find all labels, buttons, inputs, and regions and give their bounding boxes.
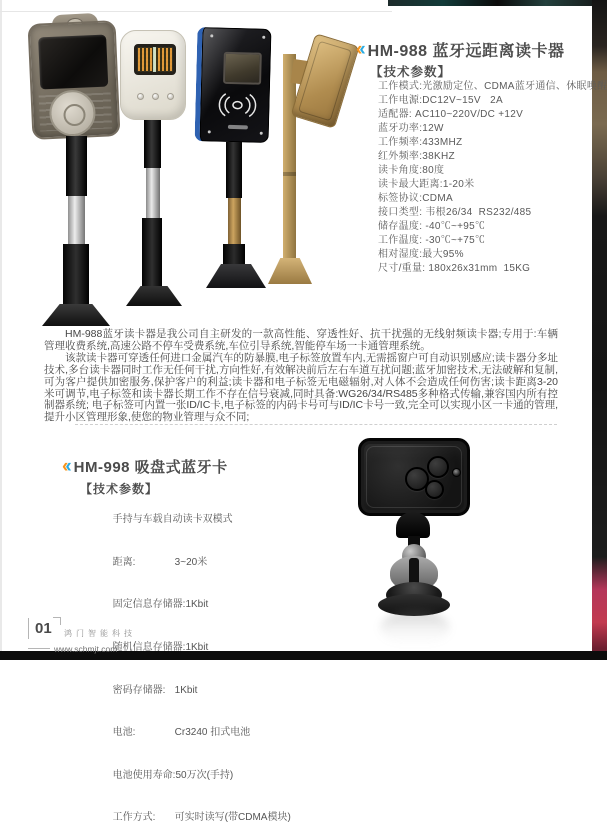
hm988-tech-params-heading: 【技术参数】 — [370, 65, 452, 79]
spec-line: 工作频率:433MHZ — [378, 137, 463, 148]
description-paragraph-1: HM-988蓝牙读卡器是我公司自主研发的一款高性能、穿透性好、抗干扰强的无线射频读卡器;专用于:车辆管理收费系统,高速公路不停车受费系统,车位引导系统,智能停车场一卡通管理系统。 — [44, 328, 558, 352]
description-paragraph-2: 该款读卡器可穿透任何进口金属汽车的防暴膜,电子标签放置车内,无需摇窗户可自动识别感应;读卡器分多址技术,多台读卡器同时工作无任何干扰,方向性好,有效解决前后左右车道互扰问题;蓝牙加密技术,无法破解和复制,可为客户提供加密服务,保护客户的利益;读卡器和电子标签无电磁辐射,对人体不会造成任何伤害;读卡距离3-20米可调节,电子标签和读卡器长期工作不存在信号衰减,同时具备:WG26/34/RS485多种格式传输,兼容国内所有控制器系统; 电子标签可内置一张ID/IC卡,电子标签的内码卡号可与ID/IC卡号一致,完全可以实现小区一卡通的管理,提升小区管理形象,使您的物业管理与众不同; — [44, 351, 558, 424]
spec-label: 密码存储器: — [112, 684, 166, 696]
website-row — [28, 644, 117, 654]
hm988-spec-list — [378, 80, 607, 276]
dashed-divider — [75, 424, 557, 425]
device-pole-chrome — [146, 168, 160, 220]
device-pole — [144, 120, 161, 168]
scan-artifact-top — [388, 0, 607, 6]
screw-dot — [262, 36, 265, 39]
reader-device-gold-tilted — [266, 34, 366, 324]
spec-row — [96, 712, 291, 755]
chevron-left-icon: ‹ — [356, 39, 360, 60]
spec-label: 手持与车载自动读卡双模式 — [112, 514, 233, 526]
spec-line: 尺寸/重量: 180x26x31mm 15KG — [378, 263, 531, 274]
spec-label: 距离: — [112, 556, 136, 568]
device-pole — [66, 136, 87, 196]
spec-row — [96, 499, 291, 542]
spec-row — [96, 542, 291, 585]
spec-row — [96, 669, 291, 712]
device-base — [42, 304, 110, 326]
product-gallery — [0, 0, 363, 330]
spec-line: 红外频率:38KHZ — [378, 151, 455, 162]
reader-device-gray-pole — [28, 14, 128, 320]
spec-line: 接口类型: 韦根26/34 RS232/485 — [378, 207, 532, 218]
reader-device-white-display — [118, 28, 192, 320]
hm998-product-title: HM-998 吸盘式蓝牙卡 — [73, 459, 228, 476]
device-pole-lower — [63, 244, 89, 306]
hm998-spec-list — [96, 499, 291, 840]
hm988-title-row — [356, 38, 565, 61]
card-led-dot — [452, 468, 461, 477]
device-pole — [283, 54, 296, 260]
device-button-dot — [167, 93, 174, 100]
spec-line: 相对湿度:最大95% — [378, 249, 464, 260]
page-footer — [28, 618, 248, 654]
spec-value: 50万次(手持) — [175, 769, 234, 781]
spec-value: 1Kbit — [174, 684, 198, 696]
hm998-title-row — [62, 456, 228, 477]
spec-value: 3~20米 — [174, 556, 208, 568]
device-pole-chrome — [68, 196, 85, 246]
screw-dot — [208, 130, 211, 133]
device-head — [290, 33, 359, 129]
screw-dot — [210, 34, 213, 37]
spec-line: 读卡角度:80度 — [378, 165, 445, 176]
device-pole-lower — [223, 244, 245, 266]
spec-line: 工作温度: -30℃~+75℃ — [378, 235, 486, 246]
chevron-left-icon: ‹ — [62, 456, 66, 477]
spec-line: 标签协议:CDMA — [378, 193, 453, 204]
device-head — [28, 20, 121, 140]
device-base — [126, 286, 182, 306]
spec-line: 储存温度: -40℃~+95℃ — [378, 221, 486, 232]
spec-label: 随机信息存储器: — [112, 642, 186, 654]
card-button — [425, 480, 444, 499]
spec-label: 电池: — [112, 727, 136, 739]
spec-row — [96, 797, 291, 840]
device-head — [195, 27, 272, 143]
spec-label: 工作方式: — [112, 812, 156, 824]
spec-line: 工作模式:光激励定位、CDMA蓝牙通信、休眠唤醒 — [378, 81, 607, 92]
rfid-waves-icon — [211, 91, 264, 118]
screw-dot — [260, 132, 263, 135]
spec-label: 电池使用寿命: — [112, 769, 176, 781]
hm988-product-title: HM-988 蓝牙远距离读卡器 — [367, 43, 565, 60]
device-screen — [223, 52, 262, 85]
hm998-product-photo — [350, 432, 510, 652]
chevron-left-icon: ‹ — [359, 39, 363, 60]
device-button-dot — [137, 93, 144, 100]
chevron-left-icon: ‹ — [65, 456, 69, 477]
photo-reflection — [380, 610, 450, 646]
device-head — [120, 30, 186, 120]
spec-line: 蓝牙功率:12W — [378, 123, 444, 134]
device-logo-mark — [228, 125, 248, 130]
spec-line: 读卡最大距离:1-20米 — [378, 179, 475, 190]
footer-dash-line — [28, 648, 50, 649]
device-pole — [226, 142, 242, 198]
spec-value: Cr3240 扣式电池 — [174, 727, 251, 739]
spec-line: 适配器: AC110~220V/DC +12V — [378, 109, 524, 120]
spec-value: 1Kbit — [185, 599, 209, 611]
spec-value: 1Kbit — [185, 642, 209, 654]
hm988-description — [44, 329, 558, 424]
spec-label: 固定信息存储器: — [112, 599, 186, 611]
company-name: 鸿门智能科技 — [64, 629, 136, 638]
spec-row — [96, 755, 291, 798]
card-button — [427, 456, 449, 478]
device-pole-lower — [142, 218, 162, 288]
hm998-tech-params-heading: 【技术参数】 — [80, 482, 159, 496]
device-button-dot — [152, 93, 159, 100]
spec-line: 工作电源:DC12V~15V 2A — [378, 95, 503, 106]
device-pole-brass — [228, 198, 241, 246]
device-base — [206, 264, 266, 288]
website-url: www.schmjt.com — [54, 644, 118, 654]
device-base — [268, 258, 312, 284]
device-display-slit — [153, 47, 156, 72]
bluetooth-card-body — [358, 438, 470, 516]
device-screen — [38, 35, 108, 90]
spec-value: 可实时读写(带CDMA模块) — [174, 812, 291, 824]
page-number: 01 — [28, 618, 59, 639]
mount-arm — [396, 512, 430, 538]
